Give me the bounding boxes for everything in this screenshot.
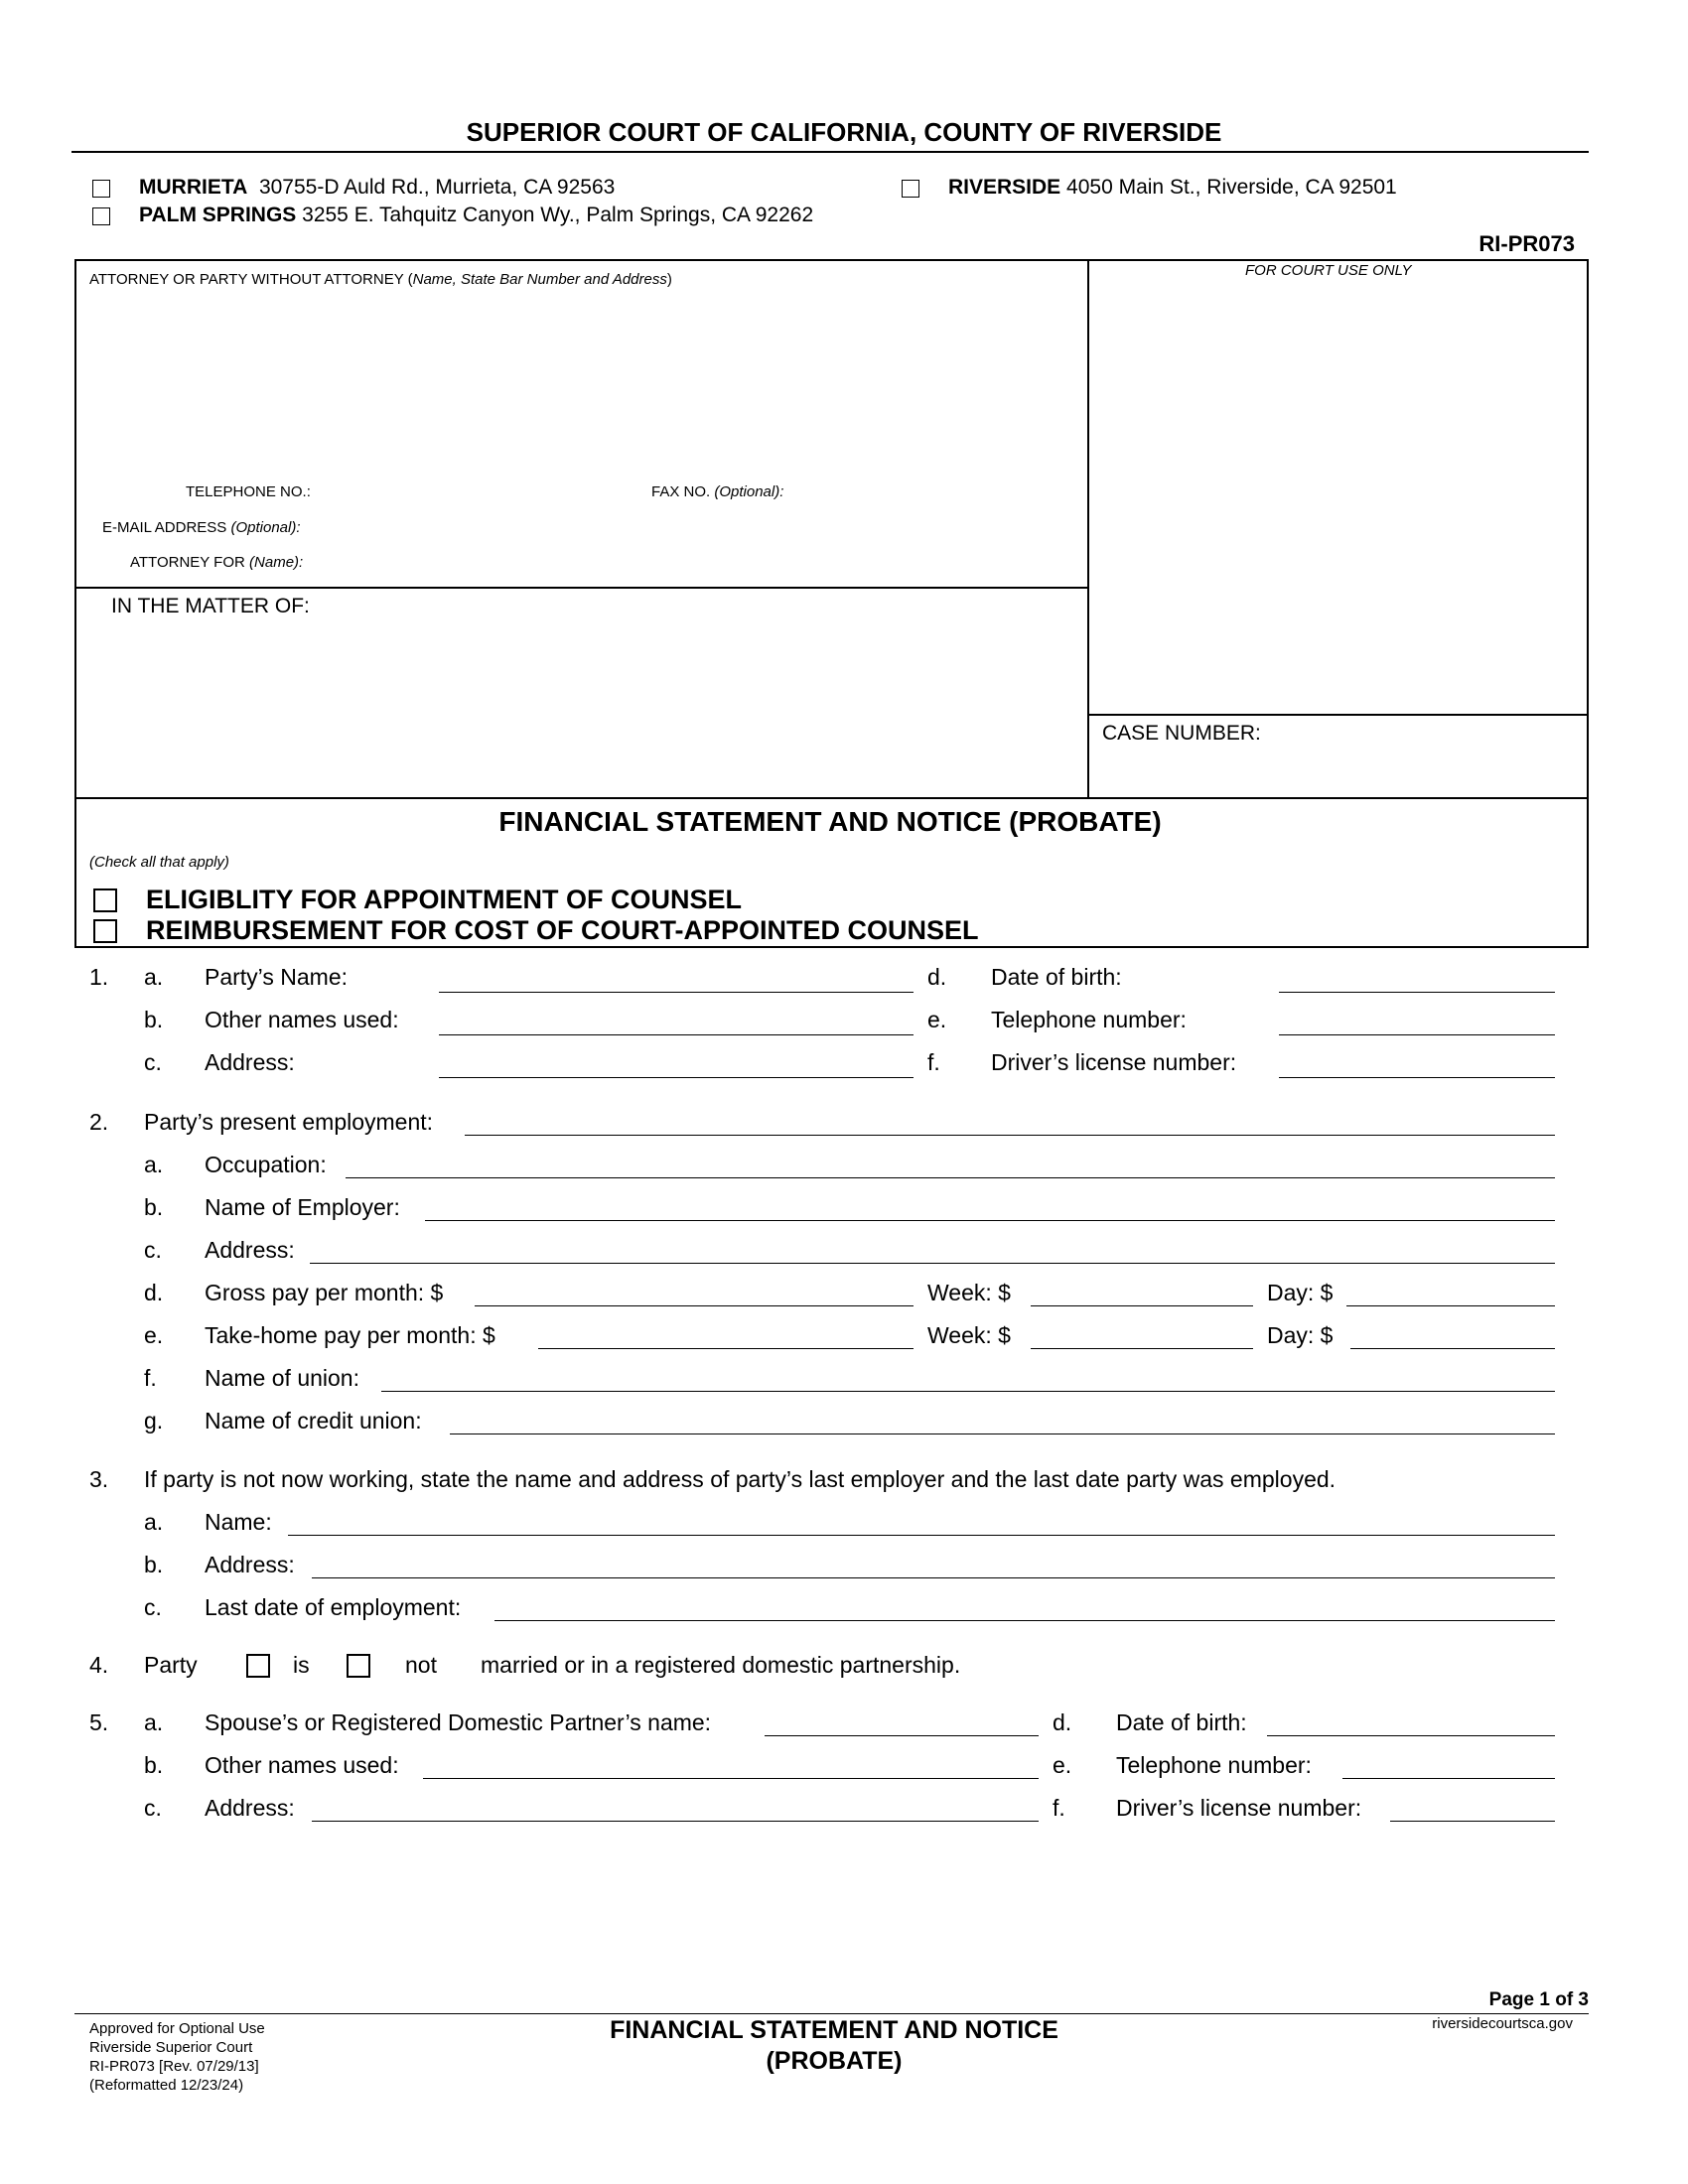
dob-label: Date of birth:	[991, 964, 1122, 990]
eligibility-checkbox[interactable]	[93, 888, 117, 912]
fax-label: FAX NO. (Optional):	[651, 483, 784, 500]
address-label: Address:	[205, 1049, 295, 1075]
murrieta-checkbox[interactable]	[92, 180, 110, 198]
telephone-label: TELEPHONE NO.:	[186, 483, 311, 500]
s5-letter-c: c.	[144, 1795, 162, 1821]
section-3-number: 3.	[89, 1466, 109, 1492]
gross-pay-day-field[interactable]	[1346, 1305, 1555, 1306]
gross-pay-week-field[interactable]	[1031, 1305, 1253, 1306]
credit-union-label: Name of credit union:	[205, 1408, 422, 1433]
spouse-other-names-field[interactable]	[423, 1778, 1039, 1779]
s5-letter-a: a.	[144, 1709, 164, 1735]
credit-union-field[interactable]	[450, 1433, 1555, 1434]
form-number: RI-PR073	[1478, 231, 1575, 256]
section-1-number: 1.	[89, 964, 109, 990]
case-number-label: CASE NUMBER:	[1102, 722, 1261, 745]
last-employer-name-field[interactable]	[288, 1535, 1555, 1536]
telephone-number-label: Telephone number:	[991, 1007, 1187, 1032]
header-rule	[71, 151, 1589, 153]
take-home-pay-week-label: Week: $	[927, 1322, 1011, 1348]
dob-field[interactable]	[1279, 992, 1555, 993]
footer-rule	[74, 2013, 1589, 2014]
last-employment-date-label: Last date of employment:	[205, 1594, 462, 1620]
employer-address-label: Address:	[205, 1237, 295, 1263]
drivers-license-label: Driver’s license number:	[991, 1049, 1237, 1075]
s1-letter-b: b.	[144, 1007, 164, 1032]
spouse-drivers-license-field[interactable]	[1390, 1821, 1555, 1822]
telephone-number-field[interactable]	[1279, 1034, 1555, 1035]
last-employer-instruction: If party is not now working, state the name and address of party’s last employer and the last date party was employed.	[144, 1466, 1336, 1492]
s2-letter-d: d.	[144, 1280, 164, 1305]
spouse-other-names-label: Other names used:	[205, 1752, 399, 1778]
section-2-number: 2.	[89, 1109, 109, 1135]
employer-name-field[interactable]	[425, 1220, 1555, 1221]
eligibility-option: ELIGIBLITY FOR APPOINTMENT OF COUNSEL	[146, 885, 743, 914]
s5-letter-f: f.	[1053, 1795, 1065, 1821]
address-field[interactable]	[439, 1077, 914, 1078]
take-home-pay-label: Take-home pay per month: $	[205, 1322, 495, 1348]
take-home-pay-week-field[interactable]	[1031, 1348, 1253, 1349]
spouse-address-field[interactable]	[312, 1821, 1039, 1822]
last-employer-address-label: Address:	[205, 1552, 295, 1577]
spouse-name-label: Spouse’s or Registered Domestic Partner’s name:	[205, 1709, 712, 1735]
s3-letter-b: b.	[144, 1552, 164, 1577]
riverside-checkbox[interactable]	[902, 180, 919, 198]
present-employment-field[interactable]	[465, 1135, 1555, 1136]
s2-letter-e: e.	[144, 1322, 164, 1348]
court-website: riversidecourtsca.gov	[1432, 2015, 1573, 2032]
spouse-dob-label: Date of birth:	[1116, 1709, 1247, 1735]
palm-springs-location: PALM SPRINGS 3255 E. Tahquitz Canyon Wy., Palm Springs, CA 92262	[139, 204, 814, 226]
drivers-license-field[interactable]	[1279, 1077, 1555, 1078]
spouse-dob-field[interactable]	[1267, 1735, 1555, 1736]
riverside-location: RIVERSIDE 4050 Main St., Riverside, CA 92501	[948, 176, 1397, 199]
spouse-name-field[interactable]	[765, 1735, 1039, 1736]
attorney-for-label: ATTORNEY FOR (Name):	[130, 554, 304, 571]
not-married-checkbox[interactable]	[347, 1654, 370, 1678]
spouse-drivers-license-label: Driver’s license number:	[1116, 1795, 1362, 1821]
s2-letter-c: c.	[144, 1237, 162, 1263]
s5-letter-b: b.	[144, 1752, 164, 1778]
matter-box	[74, 587, 1089, 799]
reimbursement-option: REIMBURSEMENT FOR COST OF COURT-APPOINTED COUNSEL	[146, 915, 979, 945]
spouse-telephone-label: Telephone number:	[1116, 1752, 1312, 1778]
union-name-field[interactable]	[381, 1391, 1555, 1392]
gross-pay-day-label: Day: $	[1267, 1280, 1334, 1305]
take-home-pay-day-field[interactable]	[1350, 1348, 1555, 1349]
s2-letter-f: f.	[144, 1365, 157, 1391]
party-name-field[interactable]	[439, 992, 914, 993]
spouse-telephone-field[interactable]	[1342, 1778, 1555, 1779]
murrieta-location: MURRIETA 30755-D Auld Rd., Murrieta, CA 92563	[139, 176, 616, 199]
court-use-box	[1087, 259, 1589, 716]
employer-address-field[interactable]	[310, 1263, 1555, 1264]
other-names-label: Other names used:	[205, 1007, 399, 1032]
page-number: Page 1 of 3	[1488, 1989, 1589, 2010]
marital-status-text: married or in a registered domestic partnership.	[481, 1652, 961, 1678]
present-employment-label: Party’s present employment:	[144, 1109, 434, 1135]
s1-letter-e: e.	[927, 1007, 947, 1032]
attorney-label: ATTORNEY OR PARTY WITHOUT ATTORNEY (Name, State Bar Number and Address)	[89, 271, 672, 288]
is-label: is	[293, 1652, 310, 1678]
s1-letter-c: c.	[144, 1049, 162, 1075]
s3-letter-c: c.	[144, 1594, 162, 1620]
take-home-pay-month-field[interactable]	[538, 1348, 914, 1349]
court-use-label: FOR COURT USE ONLY	[1245, 262, 1412, 279]
court-title: SUPERIOR COURT OF CALIFORNIA, COUNTY OF RIVERSIDE	[466, 117, 1222, 147]
not-label: not	[405, 1652, 437, 1678]
gross-pay-label: Gross pay per month: $	[205, 1280, 444, 1305]
last-employment-date-field[interactable]	[494, 1620, 1555, 1621]
spouse-address-label: Address:	[205, 1795, 295, 1821]
party-name-label: Party’s Name:	[205, 964, 349, 990]
s1-letter-f: f.	[927, 1049, 940, 1075]
occupation-field[interactable]	[346, 1177, 1555, 1178]
s2-letter-a: a.	[144, 1152, 164, 1177]
party-label: Party	[144, 1652, 198, 1678]
palm-springs-checkbox[interactable]	[92, 207, 110, 225]
s2-letter-b: b.	[144, 1194, 164, 1220]
take-home-pay-day-label: Day: $	[1267, 1322, 1334, 1348]
s5-letter-e: e.	[1053, 1752, 1072, 1778]
employer-name-label: Name of Employer:	[205, 1194, 400, 1220]
s3-letter-a: a.	[144, 1509, 164, 1535]
occupation-label: Occupation:	[205, 1152, 327, 1177]
reimbursement-checkbox[interactable]	[93, 919, 117, 943]
is-married-checkbox[interactable]	[246, 1654, 270, 1678]
check-note: (Check all that apply)	[89, 854, 229, 871]
form-heading: FINANCIAL STATEMENT AND NOTICE (PROBATE)	[498, 806, 1162, 837]
s1-letter-a: a.	[144, 964, 164, 990]
s5-letter-d: d.	[1053, 1709, 1072, 1735]
gross-pay-week-label: Week: $	[927, 1280, 1011, 1305]
matter-label: IN THE MATTER OF:	[111, 595, 310, 617]
footer-approval: Approved for Optional Use Riverside Superior Court RI-PR073 [Rev. 07/29/13] (Reformatted 12/23/24)	[89, 2020, 265, 2094]
attorney-box	[74, 259, 1089, 589]
gross-pay-month-field[interactable]	[475, 1305, 914, 1306]
s1-letter-d: d.	[927, 964, 947, 990]
section-4-number: 4.	[89, 1652, 109, 1678]
email-label: E-MAIL ADDRESS (Optional):	[102, 519, 301, 536]
union-name-label: Name of union:	[205, 1365, 359, 1391]
s2-letter-g: g.	[144, 1408, 164, 1433]
section-5-number: 5.	[89, 1709, 109, 1735]
other-names-field[interactable]	[439, 1034, 914, 1035]
last-employer-name-label: Name:	[205, 1509, 272, 1535]
footer-title: FINANCIAL STATEMENT AND NOTICE (PROBATE)	[610, 2016, 1058, 2075]
last-employer-address-field[interactable]	[312, 1577, 1555, 1578]
